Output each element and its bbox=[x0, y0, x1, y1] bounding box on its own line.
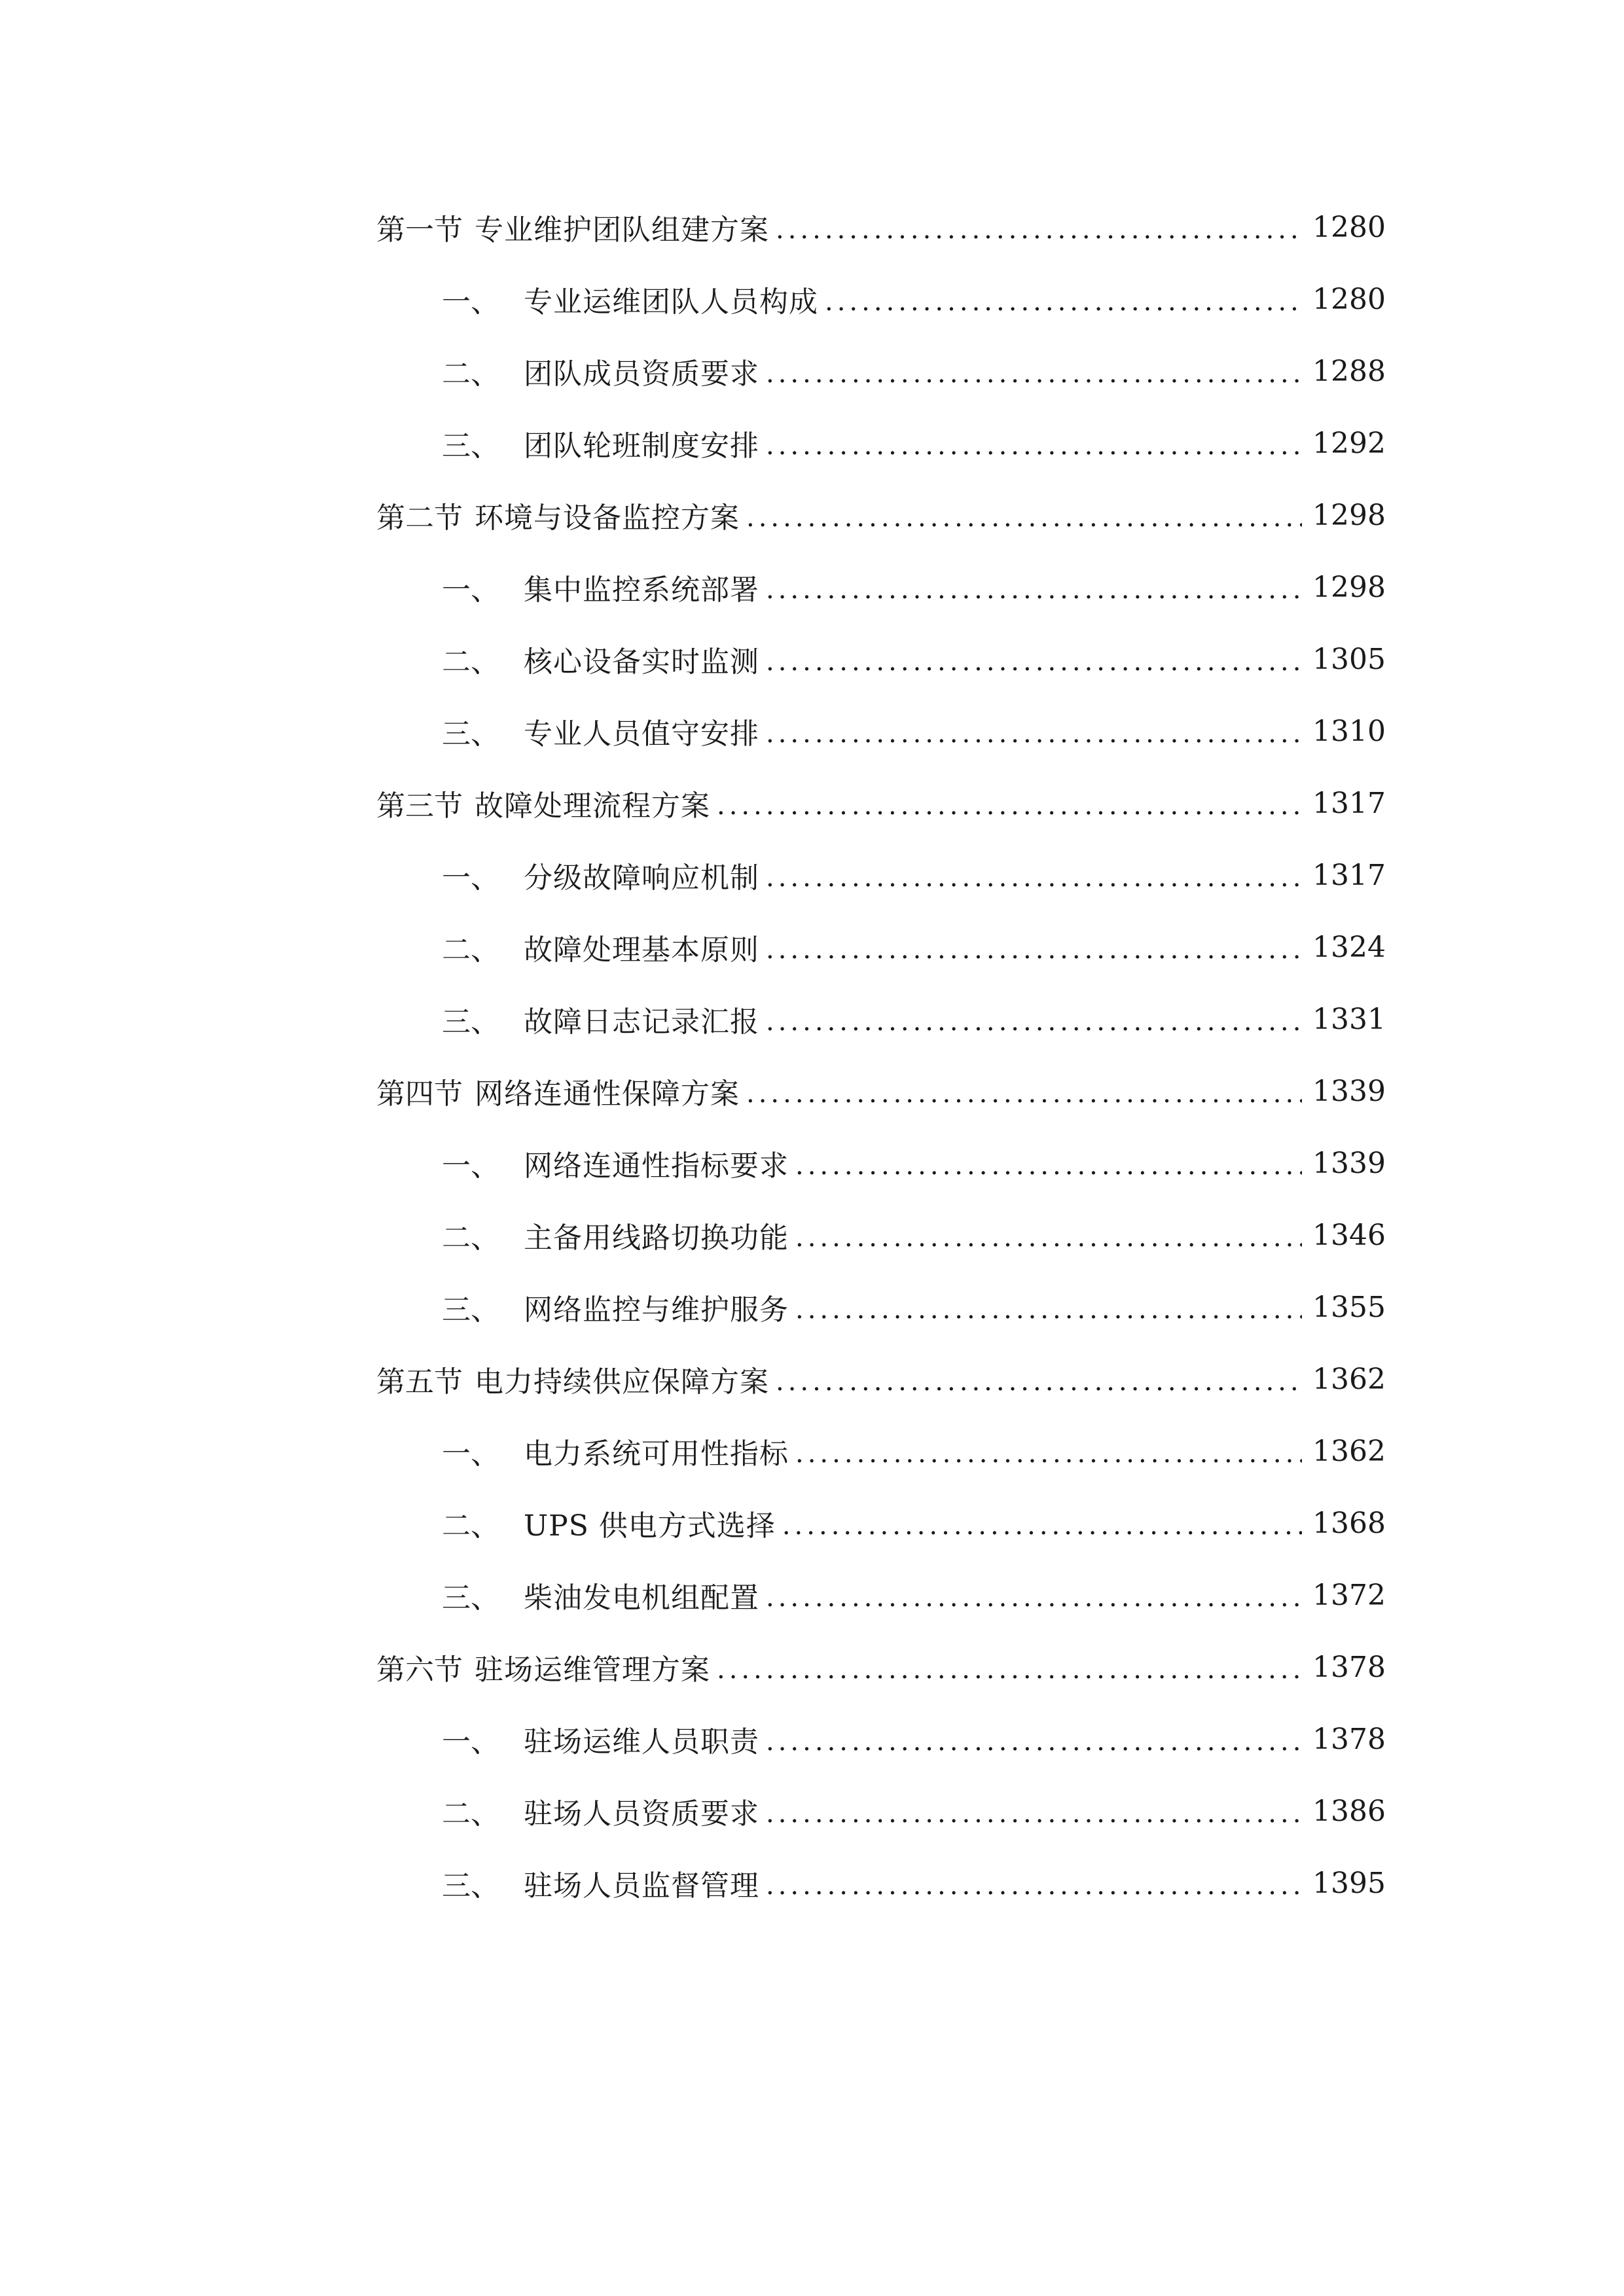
dot-leader bbox=[795, 1295, 1302, 1325]
entry-number: 二、 bbox=[442, 357, 499, 391]
entry-page-number: 1346 bbox=[1312, 1218, 1386, 1252]
toc-subsection-entry[interactable] bbox=[442, 1494, 1386, 1552]
dot-leader bbox=[825, 287, 1302, 317]
entry-page-number: 1339 bbox=[1312, 1074, 1386, 1108]
entry-page-number: 1298 bbox=[1312, 498, 1386, 532]
entry-number: 三、 bbox=[442, 1005, 499, 1039]
dot-leader bbox=[782, 1511, 1302, 1541]
toc-subsection-entry[interactable] bbox=[442, 342, 1386, 401]
entry-number: 一、 bbox=[442, 861, 499, 895]
entry-number: 第六节 bbox=[376, 1653, 463, 1687]
dot-leader bbox=[795, 1151, 1302, 1181]
entry-page-number: 1298 bbox=[1312, 570, 1386, 604]
toc-subsection-entry[interactable] bbox=[442, 990, 1386, 1049]
entry-page-number: 1324 bbox=[1312, 930, 1386, 964]
toc-section-entry[interactable] bbox=[376, 1062, 1386, 1121]
entry-title: 故障处理基本原则 bbox=[524, 933, 759, 967]
toc-section-entry[interactable] bbox=[376, 1638, 1386, 1696]
dot-leader bbox=[766, 647, 1302, 677]
entry-number: 一、 bbox=[442, 1437, 499, 1471]
entry-number: 第一节 bbox=[376, 213, 463, 247]
entry-title: 专业维护团队组建方案 bbox=[475, 213, 769, 247]
entry-title: 专业人员值守安排 bbox=[524, 717, 759, 751]
entry-number: 第四节 bbox=[376, 1077, 463, 1111]
entry-title: 网络连通性指标要求 bbox=[524, 1149, 789, 1183]
entry-title: 故障日志记录汇报 bbox=[524, 1005, 759, 1039]
toc-subsection-entry[interactable] bbox=[442, 1710, 1386, 1768]
entry-number: 一、 bbox=[442, 573, 499, 607]
toc-subsection-entry[interactable] bbox=[442, 414, 1386, 473]
entry-number: 第三节 bbox=[376, 789, 463, 823]
toc-subsection-entry[interactable] bbox=[442, 1278, 1386, 1336]
entry-title: 柴油发电机组配置 bbox=[524, 1581, 759, 1615]
entry-page-number: 1362 bbox=[1312, 1434, 1386, 1468]
entry-number: 二、 bbox=[442, 1797, 499, 1831]
toc-subsection-entry[interactable] bbox=[442, 1782, 1386, 1840]
entry-page-number: 1362 bbox=[1312, 1362, 1386, 1396]
dot-leader bbox=[766, 1799, 1302, 1829]
entry-title: 驻场人员资质要求 bbox=[524, 1797, 759, 1831]
dot-leader bbox=[795, 1223, 1302, 1253]
toc-subsection-entry[interactable] bbox=[442, 1566, 1386, 1624]
entry-number: 一、 bbox=[442, 1149, 499, 1183]
dot-leader bbox=[766, 359, 1302, 389]
dot-leader bbox=[766, 1727, 1302, 1757]
toc-section-entry[interactable] bbox=[376, 198, 1386, 257]
toc-subsection-entry[interactable] bbox=[442, 1854, 1386, 1912]
entry-number: 第五节 bbox=[376, 1365, 463, 1399]
entry-page-number: 1288 bbox=[1312, 354, 1386, 388]
entry-number: 二、 bbox=[442, 1221, 499, 1255]
entry-number: 三、 bbox=[442, 1581, 499, 1615]
toc-subsection-entry[interactable] bbox=[442, 1134, 1386, 1193]
toc-subsection-entry[interactable] bbox=[442, 1422, 1386, 1480]
toc-section-entry[interactable] bbox=[376, 774, 1386, 833]
entry-page-number: 1378 bbox=[1312, 1722, 1386, 1756]
entry-page-number: 1317 bbox=[1312, 786, 1386, 820]
dot-leader bbox=[717, 1655, 1302, 1685]
entry-title: 分级故障响应机制 bbox=[524, 861, 759, 895]
toc-section-entry[interactable] bbox=[376, 486, 1386, 545]
dot-leader bbox=[766, 1007, 1302, 1037]
entry-number: 二、 bbox=[442, 933, 499, 967]
dot-leader bbox=[766, 863, 1302, 893]
toc-subsection-entry[interactable] bbox=[442, 630, 1386, 689]
dot-leader bbox=[766, 1871, 1302, 1901]
dot-leader bbox=[776, 215, 1302, 245]
entry-title: 主备用线路切换功能 bbox=[524, 1221, 789, 1255]
entry-title: 电力持续供应保障方案 bbox=[475, 1365, 769, 1399]
entry-page-number: 1386 bbox=[1312, 1794, 1386, 1828]
toc-subsection-entry[interactable] bbox=[442, 270, 1386, 329]
toc-subsection-entry[interactable] bbox=[442, 1206, 1386, 1265]
dot-leader bbox=[746, 503, 1302, 533]
entry-number: 一、 bbox=[442, 1725, 499, 1759]
entry-number: 二、 bbox=[442, 645, 499, 679]
toc-subsection-entry[interactable] bbox=[442, 918, 1386, 977]
entry-title: 驻场运维人员职责 bbox=[524, 1725, 759, 1759]
dot-leader bbox=[746, 1079, 1302, 1109]
entry-page-number: 1280 bbox=[1312, 210, 1386, 244]
dot-leader bbox=[766, 575, 1302, 605]
entry-title: 网络连通性保障方案 bbox=[475, 1077, 740, 1111]
toc-subsection-entry[interactable] bbox=[442, 702, 1386, 761]
entry-page-number: 1317 bbox=[1312, 858, 1386, 892]
entry-number: 三、 bbox=[442, 1869, 499, 1903]
toc-section-entry[interactable] bbox=[376, 1350, 1386, 1408]
toc-subsection-entry[interactable] bbox=[442, 558, 1386, 617]
entry-title: 网络监控与维护服务 bbox=[524, 1293, 789, 1327]
entry-title: 驻场人员监督管理 bbox=[524, 1869, 759, 1903]
entry-number: 三、 bbox=[442, 717, 499, 751]
entry-page-number: 1355 bbox=[1312, 1290, 1386, 1324]
entry-number: 二、 bbox=[442, 1509, 499, 1543]
entry-title: 集中监控系统部署 bbox=[524, 573, 759, 607]
entry-number: 第二节 bbox=[376, 501, 463, 535]
entry-page-number: 1368 bbox=[1312, 1506, 1386, 1540]
entry-number: 一、 bbox=[442, 285, 499, 319]
entry-page-number: 1280 bbox=[1312, 282, 1386, 316]
dot-leader bbox=[717, 791, 1302, 821]
entry-title: 团队轮班制度安排 bbox=[524, 429, 759, 463]
entry-number: 三、 bbox=[442, 1293, 499, 1327]
dot-leader bbox=[766, 1583, 1302, 1613]
entry-number: 三、 bbox=[442, 429, 499, 463]
entry-title: UPS 供电方式选择 bbox=[524, 1509, 776, 1543]
dot-leader bbox=[766, 431, 1302, 461]
entry-title: 驻场运维管理方案 bbox=[475, 1653, 710, 1687]
dot-leader bbox=[766, 935, 1302, 965]
entry-title: 电力系统可用性指标 bbox=[524, 1437, 789, 1471]
entry-title: 故障处理流程方案 bbox=[475, 789, 710, 823]
dot-leader bbox=[766, 719, 1302, 749]
entry-page-number: 1292 bbox=[1312, 426, 1386, 460]
entry-page-number: 1305 bbox=[1312, 642, 1386, 676]
entry-title: 团队成员资质要求 bbox=[524, 357, 759, 391]
entry-title: 环境与设备监控方案 bbox=[475, 501, 740, 535]
entry-page-number: 1378 bbox=[1312, 1650, 1386, 1684]
entry-title: 核心设备实时监测 bbox=[524, 645, 759, 679]
dot-leader bbox=[795, 1439, 1302, 1469]
entry-page-number: 1331 bbox=[1312, 1002, 1386, 1036]
toc-subsection-entry[interactable] bbox=[442, 846, 1386, 905]
entry-title: 专业运维团队人员构成 bbox=[524, 285, 818, 319]
entry-page-number: 1372 bbox=[1312, 1578, 1386, 1612]
dot-leader bbox=[776, 1367, 1302, 1397]
entry-page-number: 1339 bbox=[1312, 1146, 1386, 1180]
entry-page-number: 1395 bbox=[1312, 1866, 1386, 1900]
entry-page-number: 1310 bbox=[1312, 714, 1386, 748]
